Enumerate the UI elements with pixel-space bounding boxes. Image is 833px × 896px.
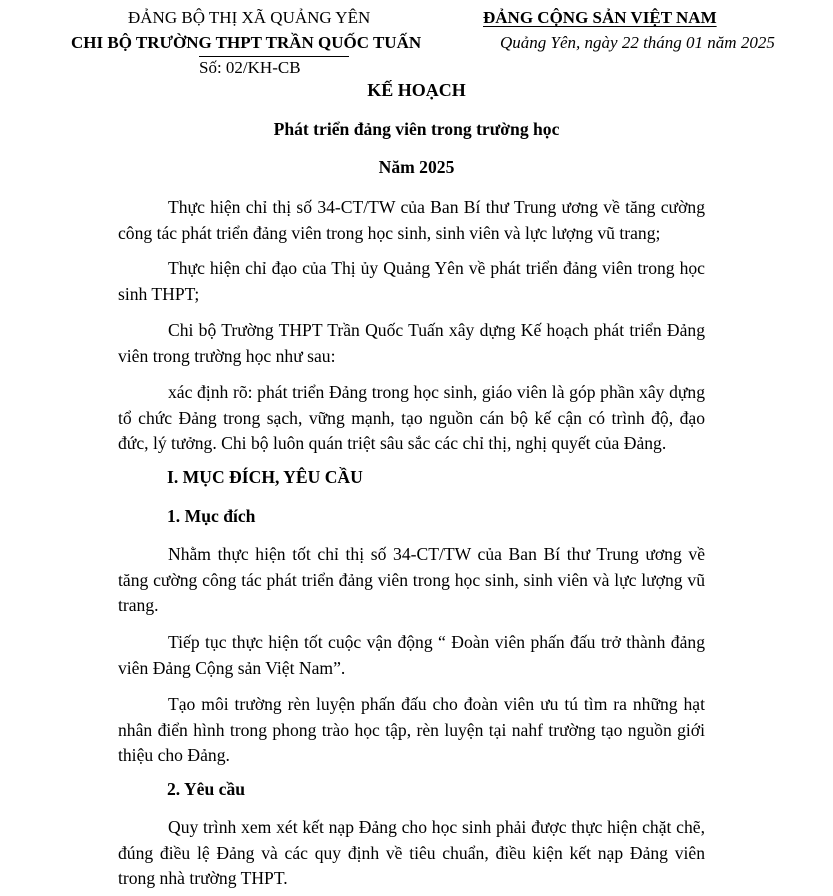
requirement-paragraph-1: Quy trình xem xét kết nạp Đảng cho học sinh phải được thực hiện chặt chẽ, đúng điều lệ Đảng và các quy định về tiêu chuẩn, điều kiện kết nạp Đảng viên trong nhà trường THPT.	[118, 817, 705, 888]
section-1-heading: I. MỤC ĐÍCH, YÊU CẦU	[167, 467, 363, 487]
intro-paragraph-2: Thực hiện chỉ đạo của Thị ủy Quảng Yên về phát triển đảng viên trong học sinh THPT;	[118, 258, 705, 304]
intro-paragraph-4: xác định rõ: phát triển Đảng trong học sinh, giáo viên là góp phần xây dựng tổ chức Đảng trong sạch, vững mạnh, tạo nguồn cán bộ kế cận có trình độ, đạo đức, lý tưởng. Chi bộ luôn quán triệt sâu sắc các chỉ thị, nghị quyết của Đảng.	[118, 382, 705, 453]
subsection-2-heading: 2. Yêu cầu	[167, 779, 246, 799]
doc-subject: Phát triển đảng viên trong trường học	[273, 119, 560, 139]
subsection-1-heading: 1. Mục đích	[167, 506, 256, 526]
doc-year: Năm 2025	[378, 157, 455, 177]
purpose-paragraph-3: Tạo môi trường rèn luyện phấn đấu cho đoàn viên ưu tú tìm ra những hạt nhân điển hình trong phong trào học tập, rèn luyện tại nahf trường tạo nguồn giới thiệu cho Đảng.	[118, 694, 705, 765]
cell-name-underline	[199, 56, 349, 57]
doc-number: Số: 02/KH-CB	[199, 58, 301, 77]
intro-paragraph-3: Chi bộ Trường THPT Trần Quốc Tuấn xây dựng Kế hoạch phát triển Đảng viên trong trường học như sau:	[118, 320, 705, 366]
cell-name: CHI BỘ TRƯỜNG THPT TRẦN QUỐC TUẤN	[71, 33, 422, 52]
place-date: Quảng Yên, ngày 22 tháng 01 năm 2025	[500, 33, 775, 52]
doc-type: KẾ HOẠCH	[367, 80, 466, 100]
party-committee: ĐẢNG BỘ THỊ XÃ QUẢNG YÊN	[128, 8, 371, 27]
intro-paragraph-1: Thực hiện chỉ thị số 34-CT/TW của Ban Bí thư Trung ương về tăng cường công tác phát triển đảng viên trong học sinh, sinh viên và lực lượng vũ trang;	[118, 197, 705, 243]
party-name: ĐẢNG CỘNG SẢN VIỆT NAM	[483, 8, 717, 27]
purpose-paragraph-2: Tiếp tục thực hiện tốt cuộc vận động “ Đoàn viên phấn đấu trở thành đảng viên Đảng Cộng sản Việt Nam”.	[118, 632, 705, 678]
purpose-paragraph-1: Nhằm thực hiện tốt chỉ thị số 34-CT/TW của Ban Bí thư Trung ương về tăng cường công tác phát triển đảng viên trong học sinh, sinh viên và lực lượng vũ trang.	[118, 544, 705, 615]
